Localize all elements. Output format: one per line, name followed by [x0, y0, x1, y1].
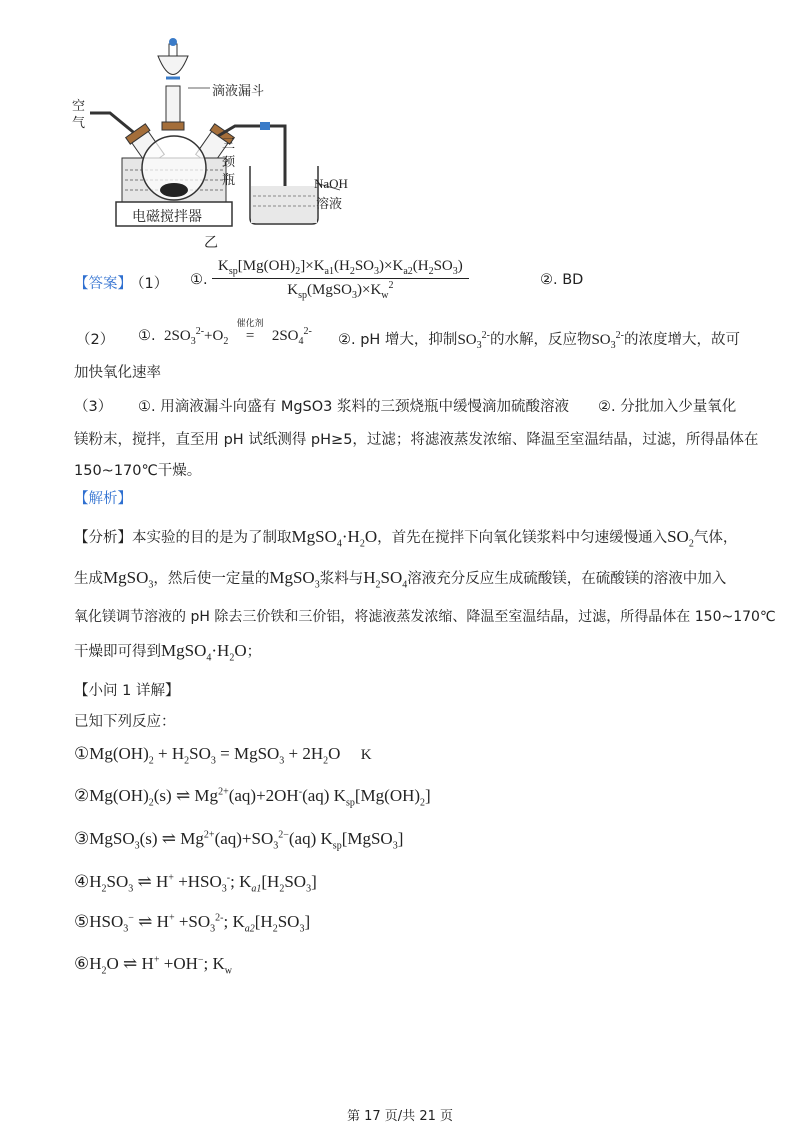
q2-continuation: 加快氧化速率	[74, 365, 161, 381]
q1-formula: $K_{sp}[Mg(OH)_2]\times K_{a1}(H_2SO_3)\times K_{a2}(H_2SO_3)$ $K_{sp}(MgSO_3)\times K_w^2$	[212, 258, 469, 299]
q2-equation: $2SO_3^{2-}+O_2$ 催化剂 = $2SO_4^{2-}$	[164, 328, 312, 345]
air-label: 空气	[72, 99, 86, 131]
apparatus-diagram	[70, 18, 370, 250]
q1-number: （1）	[130, 276, 169, 292]
reaction-1-k: K	[360, 747, 372, 763]
analysis-p1: 【分析】本实验的目的是为了制取$MgSO_4\cdot H_2O$，首先在搅拌下向氧化镁浆料中匀速缓慢通入$SO_2$气体，	[74, 527, 738, 550]
q3-line-1-text: ①. 用滴液漏斗向盛有 MgSO3 浆料的三颈烧瓶中缓慢滴加硫酸溶液 ②. 分批加入少量氧化	[138, 399, 737, 415]
apparatus-drawing	[70, 18, 370, 250]
q3-line-1	[74, 395, 737, 416]
reaction-6-index: ⑥	[74, 954, 90, 973]
q3-line-3: 150~170℃干燥。	[74, 463, 202, 479]
reaction-2-index: ②	[74, 786, 90, 805]
p4-text-b: ；	[246, 644, 262, 660]
q2-text-c: 的浓度增大，故可	[624, 332, 740, 348]
p2-text-a: 生成	[74, 571, 103, 587]
q2-text-a: ②. pH 增大，抑制	[338, 332, 458, 348]
q1-choice-1: ①.	[190, 272, 208, 288]
flask-label: 三颈瓶	[222, 137, 236, 188]
p4-text-a: 干燥即可得到	[74, 644, 161, 660]
analysis-p2: 生成MgSO$_3$，然后使一定量的MgSO$_3$浆料与$H_2SO_4$溶液充分反应生成硫酸镁，在硫酸镁的溶液中加入	[74, 568, 727, 591]
q2-choice-1: ①.	[138, 328, 156, 344]
q2-choice-2: ②. pH 增大，抑制$SO_3^{2-}$的水解，反应物$SO_3^{2-}$的浓度增大，故可	[338, 330, 740, 351]
naoh-label-2: 溶液	[316, 197, 343, 212]
reaction-1-index: ①	[74, 744, 90, 763]
known-reactions-intro: 已知下列反应：	[74, 714, 176, 730]
reaction-4: $④H_2SO_3$ ⇌ $H^+ +HSO_3^-$; $K_{a1}[H_2SO_3]$	[74, 872, 317, 895]
analysis-p3: 氧化镁调节溶液的 pH 除去三价铁和三价铝，将滤液蒸发浓缩、降温至室温结晶，过滤，所得晶体在 150~170℃	[74, 609, 776, 625]
reaction-5: $⑤HSO_3^-$ ⇌ $H^+ +SO_3^{2-}$; $K_{a2}[H_2SO_3]$	[74, 912, 311, 935]
stirrer-label: 电磁搅拌器	[132, 209, 202, 225]
q2-number: （2）	[76, 332, 115, 348]
p2-text-d: 溶液充分反应生成硫酸镁，在硫酸镁的溶液中加入	[407, 571, 727, 587]
p2-text-b: ，然后使一定量的	[153, 571, 270, 587]
p1-text-c: 气体，	[693, 530, 738, 546]
reaction-6: $⑥H_2O$ ⇌ H+ +OH−; $K_w$	[74, 954, 233, 977]
analysis-tag: 【解析】	[74, 491, 132, 507]
answer-tag: 【答案】	[74, 276, 132, 292]
reaction-3-index: ③	[74, 829, 90, 848]
reaction-5-index: ⑤	[74, 912, 90, 931]
analysis-p4: 干燥即可得到$MgSO_4\cdot H_2O$；	[74, 641, 262, 664]
p1-text-a: 【分析】本实验的目的是为了制取	[74, 530, 292, 546]
catalyst-label: 催化剂	[236, 319, 264, 329]
q2-text-b: 的水解，反应物	[489, 332, 592, 348]
figure-label: 乙	[204, 235, 218, 251]
page-footer: 第 17 页/共 21 页	[347, 1109, 453, 1124]
q3-line-2: 镁粉末，搅拌，直至用 pH 试纸测得 pH≥5，过滤；将滤液蒸发浓缩、降温至室温结晶，过滤，所得晶体在	[74, 432, 759, 448]
reaction-2: $②Mg(OH)_2(s)$ ⇌ $Mg^{2+}(aq)+2OH^-(aq)$ $K_{sp}[Mg(OH)_2]$	[74, 786, 431, 809]
p1-text-b: ，首先在搅拌下向氧化镁浆料中匀速缓慢通入	[377, 530, 668, 546]
naoh-label-1: NaOH	[314, 176, 348, 191]
funnel-label: 滴液漏斗	[212, 84, 265, 99]
p2-text-c: 浆料与	[319, 571, 364, 587]
reaction-4-index: ④	[74, 872, 90, 891]
q3-number: （3）	[74, 399, 113, 415]
subquestion-1-heading: 【小问 1 详解】	[74, 683, 180, 699]
reaction-3: ③MgSO$_3$(s) ⇌ $Mg^{2+}(aq)+SO_3^{2-}(aq)$ $K_{sp}[MgSO_3]$	[74, 829, 404, 852]
q1-choice-2: ②. BD	[540, 272, 584, 288]
reaction-1: $①Mg(OH)_2 + H_2SO_3$ = MgSO$_3$ + $2H_2O$ K	[74, 744, 372, 767]
